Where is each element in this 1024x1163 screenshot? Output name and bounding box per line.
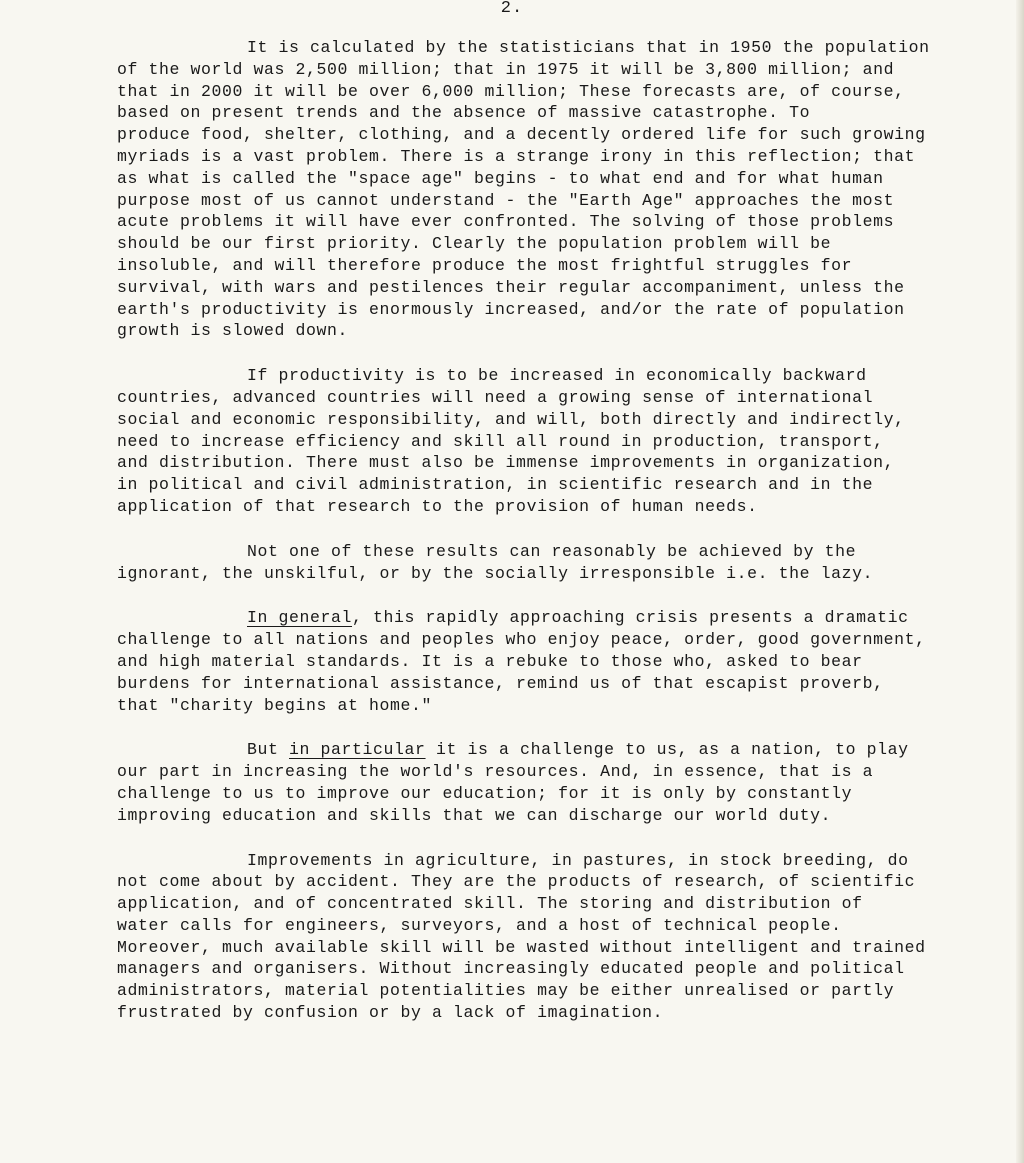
paragraph-spacer [117,827,977,850]
paragraph-text: it is a challenge to us, as a nation, to play our part in increasing the world's resources. And, in essence, that is a challenge to us to improve our education; for it is only by constantly improving education and skills that we can discharge our world duty. [117,740,909,825]
paragraph-lead: But [247,740,290,760]
paragraph-in-particular [117,739,977,826]
page-number: 2. [500,0,524,18]
underlined-phrase: In general [247,608,353,628]
paragraph-population-forecast: It is calculated by the statisticians that in 1950 the population of the world was 2,500 million; that in 1975 it will be 3,800 million; and that in 2000 it will be over 6,000 million; These forecasts are, of course, based on present trends and the absence of massive catastrophe. To produce food, shelter, clothing, and a decently ordered life for such growing myriads is a vast problem. There is a strange irony in this reflection; that as what is called the "space age" begins - to what end and for what human purpose most of us cannot understand - the "Earth Age" approaches the most acute problems it will have ever confronted. The solving of those problems should be our first priority. Clearly the population problem will be insoluble, and will therefore produce the most frightful struggles for survival, with wars and pestilences their regular accompaniment, unless the earth's productivity is enormously increased, and/or the rate of population growth is slowed down. [117,38,930,341]
paragraph-spacer [117,584,977,607]
paragraph-results: Not one of these results can reasonably be achieved by the ignorant, the unskilful, or by the socially irresponsible i.e. the lazy. [117,541,874,583]
page-edge-shadow [1016,0,1024,1163]
document-body [117,37,977,1024]
paragraph-spacer [117,342,977,365]
paragraph-spacer [117,716,977,739]
paragraph-improvements: Improvements in agriculture, in pastures, in stock breeding, do not come about by accident. They are the products of research, of scientific application, and of concentrated skill. The storing and distribution of water calls for engineers, surveyors, and a host of technical people. Moreover, much available skill will be wasted without intelligent and trained managers and organisers. Without increasingly educated people and political administrators, material potentialities may be either unrealised or partly frustrated by confusion or by a lack of imagination. [117,850,926,1023]
paragraph-spacer [117,518,977,541]
paragraph-in-general [117,607,977,716]
underlined-phrase: in particular [289,740,426,760]
paragraph-productivity: If productivity is to be increased in economically backward countries, advanced countries will need a growing sense of international social and economic responsibility, and will, both directly and indirectly, need to increase efficiency and skill all round in production, transport, and distribution. There must also be immense improvements in organization, in political and civil administration, in scientific research and in the application of that research to the provision of human needs. [117,366,905,516]
paragraph-text: , this rapidly approaching crisis presents a dramatic challenge to all nations and peoples who enjoy peace, order, good government, and high material standards. It is a rebuke to those who, asked to bear burdens for international assistance, remind us of that escapist proverb, that "charity begins at home." [117,608,926,715]
